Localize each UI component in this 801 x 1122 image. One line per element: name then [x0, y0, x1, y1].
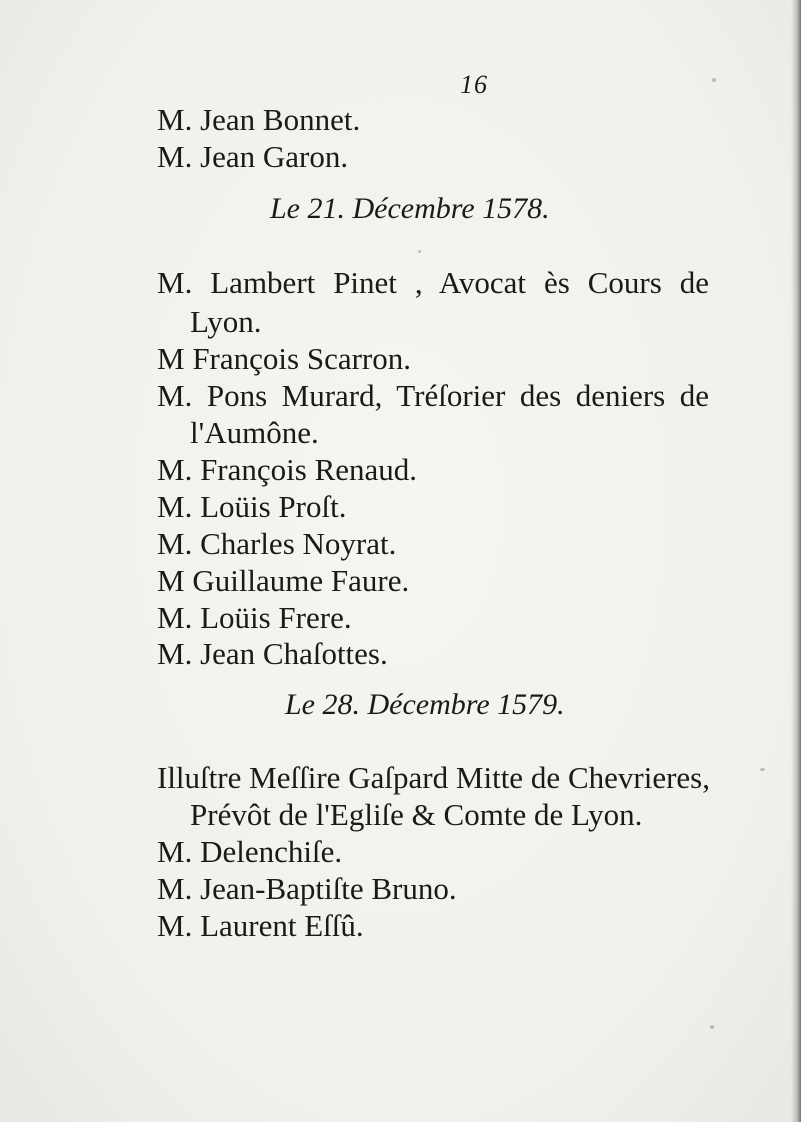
name-entry: M. Pons Murard, Tréſorier des deniers de [157, 378, 709, 413]
date-heading: Le 21. Décembre 1578. [270, 192, 550, 225]
name-entry: M. Jean Chaſottes. [157, 636, 388, 671]
name-entry-continuation: l'Aumône. [190, 415, 319, 450]
paper-speck [710, 1025, 714, 1029]
paper-speck [418, 250, 421, 253]
name-entry: M. Laurent Eſſû. [157, 908, 364, 943]
name-entry: M. Loüis Frere. [157, 600, 352, 635]
paper-speck [712, 78, 716, 82]
name-entry: M. Charles Noyrat. [157, 526, 397, 561]
name-entry: M Guillaume Faure. [157, 563, 410, 598]
name-entry: M. François Renaud. [157, 452, 418, 487]
name-entry: Illuſtre Meſſire Gaſpard Mitte de Chevrieres, [157, 760, 710, 795]
page-number: 16 [460, 70, 488, 99]
date-heading: Le 28. Décembre 1579. [285, 688, 565, 721]
name-entry: M. Jean Bonnet. [157, 102, 361, 137]
name-entry-continuation: Lyon. [190, 304, 262, 339]
name-entry: M. Lambert Pinet , Avocat ès Cours de [157, 265, 709, 300]
name-entry: M François Scarron. [157, 341, 411, 376]
name-entry: M. Jean Garon. [157, 139, 349, 174]
page-edge-shadow [791, 0, 801, 1122]
name-entry-continuation: Prévôt de l'Egliſe & Comte de Lyon. [190, 797, 643, 832]
name-entry: M. Loüis Proſt. [157, 489, 347, 524]
paper-speck [760, 768, 765, 771]
name-entry: M. Jean-Baptiſte Bruno. [157, 871, 457, 906]
name-entry: M. Delenchiſe. [157, 834, 343, 869]
